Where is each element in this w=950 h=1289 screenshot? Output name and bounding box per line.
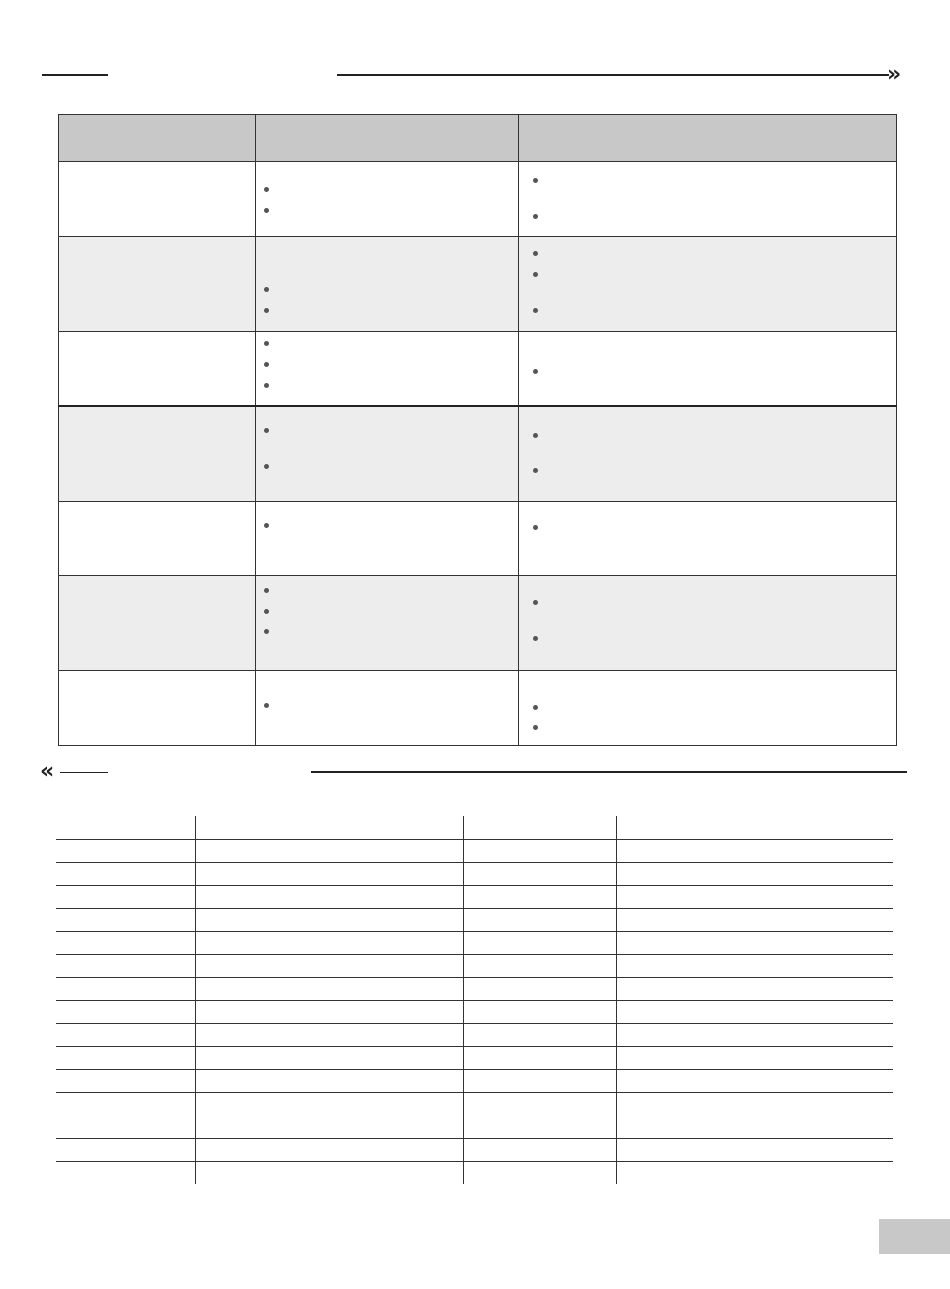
bullet-icon <box>264 308 269 313</box>
problem-cell <box>59 237 256 332</box>
causes-cell <box>256 406 519 502</box>
table-row <box>59 576 897 671</box>
table-row <box>59 237 897 332</box>
spec-label <box>56 1000 195 1023</box>
spec-value <box>195 885 463 908</box>
spec-label <box>56 1046 195 1069</box>
table-row <box>59 671 897 746</box>
header-solution <box>519 115 897 162</box>
table-row <box>56 954 893 977</box>
spec-value <box>616 977 893 1000</box>
bullet-icon <box>264 383 269 388</box>
causes-cell <box>256 237 519 332</box>
bullet-icon <box>533 369 538 374</box>
spec-label <box>463 908 616 931</box>
spec-value <box>616 816 893 839</box>
header-long-rule <box>337 74 889 76</box>
spec-label <box>463 885 616 908</box>
bullet-icon <box>533 178 538 183</box>
bullet-icon <box>533 725 538 730</box>
solutions-cell <box>519 237 897 332</box>
spec-label <box>56 1161 195 1184</box>
problem-cell <box>59 162 256 237</box>
table-row <box>56 885 893 908</box>
table-row <box>56 931 893 954</box>
spec-label <box>463 954 616 977</box>
spec-value <box>195 931 463 954</box>
spec-value <box>195 1092 463 1138</box>
solutions-cell <box>519 332 897 407</box>
bullet-icon <box>264 362 269 367</box>
spec-value <box>616 908 893 931</box>
spec-label <box>463 816 616 839</box>
table-row <box>56 1069 893 1092</box>
spec-label <box>56 1138 195 1161</box>
spec-value <box>616 885 893 908</box>
spec-label <box>56 1092 195 1138</box>
bullet-icon <box>533 468 538 473</box>
problem-cell <box>59 502 256 576</box>
spec-value <box>195 816 463 839</box>
causes-cell <box>256 671 519 746</box>
table-row <box>56 1161 893 1184</box>
solutions-cell <box>519 576 897 671</box>
spec-label <box>463 931 616 954</box>
table-row <box>56 1046 893 1069</box>
header-long-rule <box>311 771 907 773</box>
spec-label <box>56 862 195 885</box>
spec-value <box>195 1069 463 1092</box>
spec-value <box>195 1138 463 1161</box>
spec-value <box>616 862 893 885</box>
spec-label <box>56 816 195 839</box>
spec-label <box>463 977 616 1000</box>
table-row <box>56 839 893 862</box>
solutions-cell <box>519 162 897 237</box>
problem-cell <box>59 671 256 746</box>
header-short-rule <box>60 772 108 773</box>
bullet-icon <box>533 600 538 605</box>
spec-label <box>463 1138 616 1161</box>
spec-value <box>195 954 463 977</box>
spec-label <box>56 977 195 1000</box>
problem-cell <box>59 406 256 502</box>
table-row <box>56 862 893 885</box>
troubleshooting-table <box>58 114 897 746</box>
bullet-icon <box>264 187 269 192</box>
solutions-cell <box>519 671 897 746</box>
spec-value <box>616 1023 893 1046</box>
table-row <box>59 332 897 407</box>
bullet-icon <box>533 272 538 277</box>
spec-label <box>463 1092 616 1138</box>
spec-label <box>463 839 616 862</box>
causes-cell <box>256 576 519 671</box>
spec-value <box>195 862 463 885</box>
spec-label <box>56 908 195 931</box>
bullet-icon <box>264 428 269 433</box>
double-chevron-right-icon: » <box>887 62 902 87</box>
table-row <box>56 1023 893 1046</box>
table-row <box>56 1000 893 1023</box>
problem-cell <box>59 576 256 671</box>
bullet-icon <box>264 464 269 469</box>
table-row <box>56 816 893 839</box>
page-number-tab <box>879 1219 950 1254</box>
header-cause <box>256 115 519 162</box>
bullet-icon <box>264 208 269 213</box>
spec-value <box>616 1046 893 1069</box>
table-row <box>56 1092 893 1138</box>
causes-cell <box>256 502 519 576</box>
bullet-icon <box>533 214 538 219</box>
spec-label <box>463 1023 616 1046</box>
spec-value <box>616 1000 893 1023</box>
table-row <box>56 1138 893 1161</box>
spec-value <box>616 1069 893 1092</box>
bullet-icon <box>533 525 538 530</box>
causes-cell <box>256 332 519 407</box>
spec-value <box>195 839 463 862</box>
table-header-row <box>59 115 897 162</box>
spec-label <box>463 1046 616 1069</box>
bullet-icon <box>264 341 269 346</box>
spec-value <box>195 1161 463 1184</box>
spec-label <box>463 862 616 885</box>
spec-value <box>616 1161 893 1184</box>
causes-cell <box>256 162 519 237</box>
spec-value <box>616 1138 893 1161</box>
table-row <box>56 908 893 931</box>
spec-label <box>463 1069 616 1092</box>
header-short-rule <box>42 74 108 76</box>
bullet-icon <box>533 705 538 710</box>
spec-label <box>56 954 195 977</box>
bullet-icon <box>264 629 269 634</box>
spec-value <box>195 1046 463 1069</box>
table-row <box>59 502 897 576</box>
spec-label <box>56 1023 195 1046</box>
spec-value <box>616 954 893 977</box>
solutions-cell <box>519 502 897 576</box>
spec-value <box>195 977 463 1000</box>
spec-value <box>195 1023 463 1046</box>
solutions-cell <box>519 406 897 502</box>
table-row <box>59 406 897 502</box>
spec-label <box>56 885 195 908</box>
bullet-icon <box>533 433 538 438</box>
table-row <box>59 162 897 237</box>
bullet-icon <box>264 588 269 593</box>
problem-cell <box>59 332 256 407</box>
table-row <box>56 977 893 1000</box>
spec-value <box>195 1000 463 1023</box>
spec-label <box>56 931 195 954</box>
spec-value <box>195 908 463 931</box>
spec-value <box>616 1092 893 1138</box>
specifications-table <box>56 816 893 1184</box>
header-problem <box>59 115 256 162</box>
spec-label <box>463 1000 616 1023</box>
spec-value <box>616 931 893 954</box>
bullet-icon <box>533 308 538 313</box>
double-chevron-left-icon: « <box>40 759 55 784</box>
spec-value <box>616 839 893 862</box>
spec-label <box>463 1161 616 1184</box>
bullet-icon <box>533 636 538 641</box>
bullet-icon <box>264 287 269 292</box>
bullet-icon <box>264 523 269 528</box>
bullet-icon <box>533 251 538 256</box>
bullet-icon <box>264 703 269 708</box>
spec-label <box>56 839 195 862</box>
bullet-icon <box>264 609 269 614</box>
spec-label <box>56 1069 195 1092</box>
